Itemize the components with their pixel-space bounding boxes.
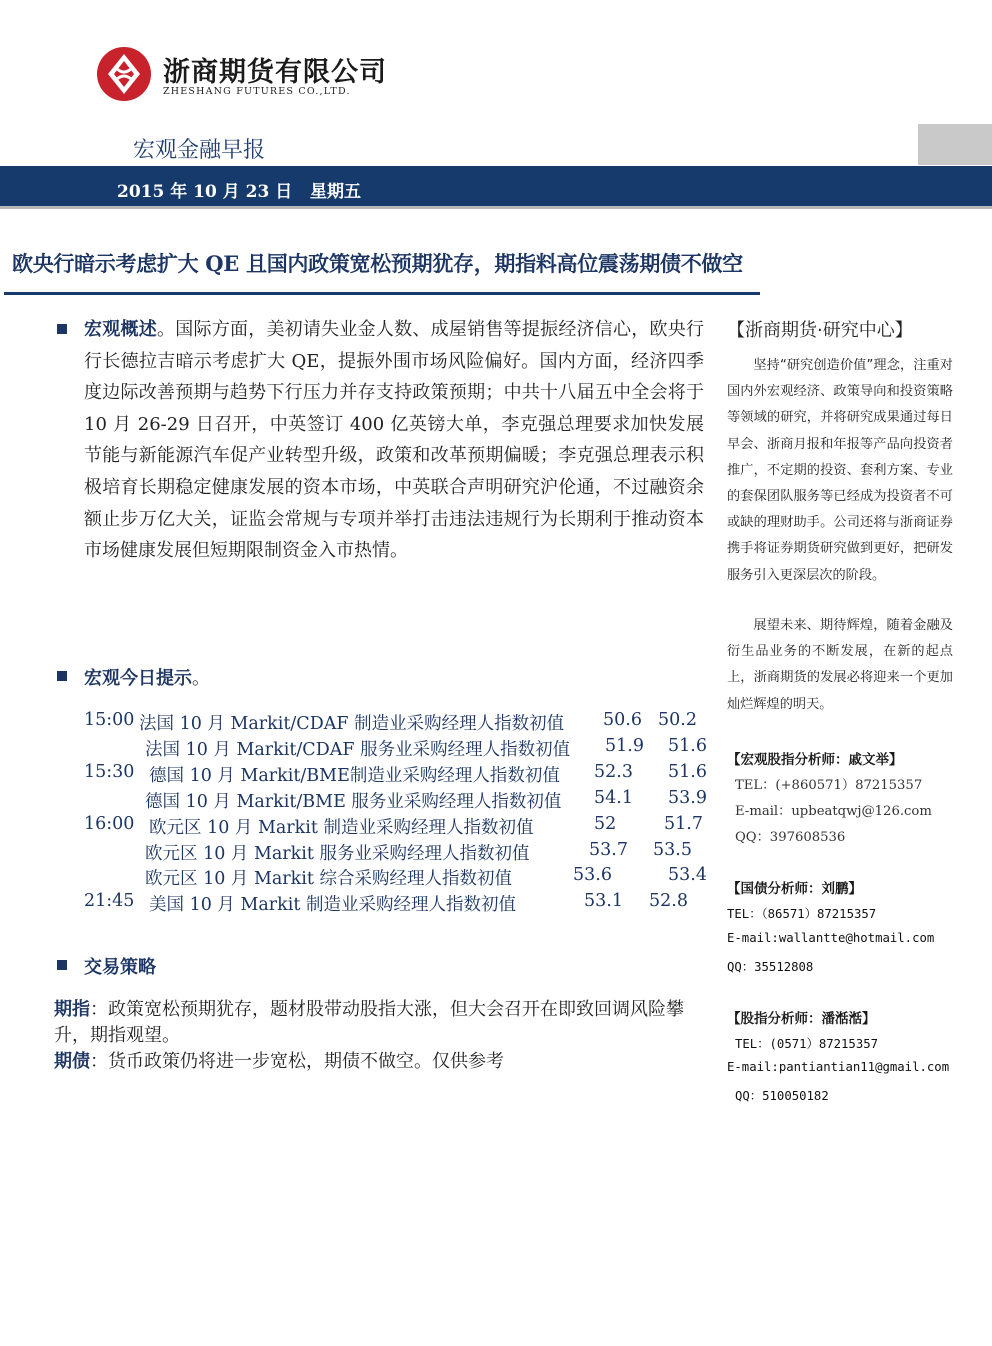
strategy-bond	[54, 1049, 706, 1075]
indicator-forecast-value: 51.6	[668, 761, 707, 782]
indicator-label: 法国 10 月 Markit/CDAF 制造业采购经理人指数初值	[139, 714, 565, 734]
indicator-time: 15:00	[84, 710, 135, 730]
analyst-macro-qq: QQ：397608536	[735, 830, 846, 845]
bullet-icon	[57, 324, 67, 334]
indicator-previous-value: 53.1	[584, 891, 623, 912]
analyst-bond-heading: 【国债分析师：刘鹏】	[727, 881, 862, 897]
indicator-label: 德国 10 月 Markit/BME制造业采购经理人指数初值	[149, 765, 560, 786]
analyst-index-email: E-mail:pantiantian11@gmail.com	[727, 1060, 950, 1074]
analyst-macro-heading: 【宏观股指分析师：戚文举】	[727, 752, 903, 768]
indicator-time: 21:45	[84, 891, 135, 912]
indicator-forecast-value: 53.4	[668, 865, 707, 886]
indicator-previous-value: 51.9	[605, 735, 644, 756]
indicator-forecast-value: 51.6	[668, 735, 707, 756]
indicator-previous-value: 53.7	[589, 839, 628, 860]
indicator-label: 法国 10 月 Markit/CDAF 服务业采购经理人指数初值	[145, 739, 571, 760]
overview-paragraph	[84, 314, 704, 567]
indicator-time: 16:00	[84, 813, 135, 834]
sidebar-title: 【浙商期货·研究中心】	[727, 320, 913, 341]
indicator-label: 欧元区 10 月 Markit 综合采购经理人指数初值	[145, 869, 512, 890]
analyst-bond-qq: QQ：35512808	[727, 960, 814, 974]
sidebar-outlook: 展望未来、期待辉煌，随着金融及衍生品业务的不断发展，在新的起点上，浙商期货的发展必将迎来一个更加灿烂辉煌的明天。	[727, 618, 953, 712]
analyst-index-tel: TEL：(0571）87215357	[735, 1037, 879, 1051]
analyst-bond-tel: TEL：（86571）87215357	[727, 907, 877, 921]
indicator-forecast-value: 52.8	[649, 891, 688, 912]
bullet-icon	[57, 671, 67, 681]
indicator-previous-value: 53.6	[573, 865, 612, 886]
strategy-index-label: 期指	[54, 999, 90, 1020]
strategy-index-text: ：政策宽松预期犹存，题材股带动股指大涨，但大会召开在即致回调风险攀升，期指观望。	[54, 999, 684, 1046]
indicator-previous-value: 52.3	[594, 761, 633, 782]
strategy-title: 交易策略	[84, 957, 156, 978]
indicator-label: 欧元区 10 月 Markit 服务业采购经理人指数初值	[145, 843, 530, 864]
sidebar-intro: 坚持“研究创造价值”理念，注重对国内外宏观经济、政策导向和投资策略等领域的研究，并将研究成果通过每日早会、浙商月报和年报等产品向投资者推广，不定期的投资、套利方案、专业的套保团队服务等已经成为投资者不可或缺的理财助手。公司还将与浙商证券携手将证券期货研究做到更好，把研发服务引入更深层次的阶段。	[727, 358, 953, 583]
headline-rule	[4, 292, 760, 295]
indicator-label: 德国 10 月 Markit/BME 服务业采购经理人指数初值	[145, 791, 562, 812]
analyst-macro-tel: TEL：(+860571）87215357	[735, 778, 923, 793]
headline: 欧央行暗示考虑扩大 QE 且国内政策宽松预期犹存，期指料高位震荡期债不做空	[12, 251, 743, 276]
indicator-forecast-value: 50.2	[658, 710, 697, 730]
indicator-previous-value: 50.6	[603, 710, 642, 730]
indicator-label: 欧元区 10 月 Markit 制造业采购经理人指数初值	[149, 817, 534, 838]
strategy-bond-label: 期债	[54, 1051, 90, 1072]
strategy-index	[54, 997, 706, 1049]
bullet-icon	[57, 960, 67, 970]
company-logo-icon	[96, 46, 152, 102]
indicator-forecast-value: 53.9	[668, 787, 707, 808]
indicator-previous-value: 52	[594, 813, 617, 834]
header-decoration	[918, 124, 992, 165]
overview-text: 。国际方面，美初请失业金人数、成屋销售等提振经济信心，欧央行行长德拉吉暗示考虑扩大 QE，提振外围市场风险偏好。国内方面，经济四季度边际改善预期与趋势下行压力并存支持政策预期；中共十八届五中全会将于 10 月 26-29 日召开，中英签订 400 亿英镑大单，李克强总理要求加快发展节能与新能源汽车促产业转型升级，政策和改革预期偏暖；李克强总理表示积极培育长期稳定健康发展的资本市场，中英联合声明研究沪伦通，不过融资余额止步万亿大关，证监会常规与专项并举打击违法违规行为长期利于推动资本市场健康发展但短期限制资金入市热情。	[84, 319, 705, 562]
analyst-bond-email: E-mail:wallantte@hotmail.com	[727, 931, 935, 945]
report-date: 2015 年 10 月 23 日 星期五	[117, 182, 361, 202]
report-type: 宏观金融早报	[133, 138, 266, 163]
strategy-bond-text: ：货币政策仍将进一步宽松，期债不做空。仅供参考	[90, 1051, 504, 1072]
analyst-macro-email: E-mail：upbeatqwj@126.com	[735, 804, 932, 819]
indicator-label: 美国 10 月 Markit 制造业采购经理人指数初值	[149, 895, 516, 916]
analyst-index-heading: 【股指分析师：潘湉湉】	[727, 1011, 876, 1027]
indicator-previous-value: 54.1	[594, 787, 633, 808]
indicator-forecast-value: 53.5	[653, 839, 692, 860]
today-title: 宏观今日提示。	[84, 668, 210, 689]
company-name-cn: 浙商期货有限公司	[163, 57, 387, 88]
indicator-time: 15:30	[84, 761, 135, 782]
overview-title: 宏观概述	[84, 319, 157, 340]
analyst-index-qq: QQ：510050182	[735, 1089, 829, 1103]
indicator-forecast-value: 51.7	[664, 813, 703, 834]
company-name-en: ZHESHANG FUTURES CO.,LTD.	[163, 86, 351, 97]
